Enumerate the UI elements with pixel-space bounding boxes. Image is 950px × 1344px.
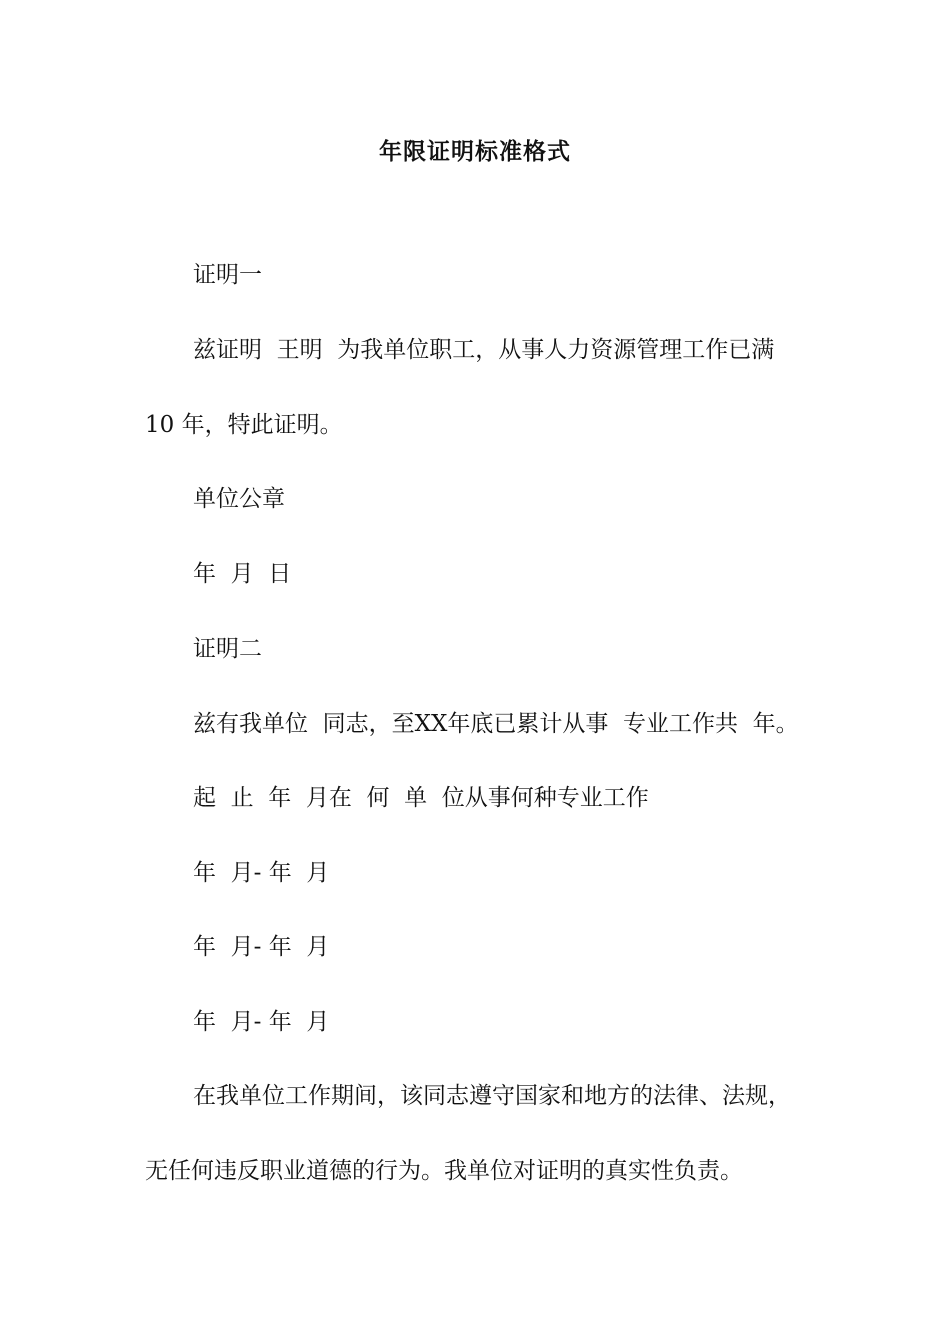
- section-heading-one: 证明一: [193, 262, 262, 288]
- paragraph-line: 在我单位工作期间，该同志遵守国家和地方的法律、法规，: [193, 1083, 791, 1109]
- seal-label: 单位公章: [193, 486, 285, 512]
- date-line: 年 月 日: [193, 561, 292, 587]
- paragraph-line: 兹证明 王明 为我单位职工，从事人力资源管理工作已满: [193, 337, 775, 363]
- section-heading-two: 证明二: [193, 636, 262, 662]
- table-header-line: 起 止 年 月在 何 单 位从事何种专业工作: [193, 785, 649, 811]
- paragraph-line: 10 年，特此证明。: [145, 412, 343, 438]
- period-row: 年 月- 年 月: [193, 860, 330, 886]
- paragraph-line: 兹有我单位 同志，至XX年底已累计从事 专业工作共 年。: [193, 711, 799, 737]
- period-row: 年 月- 年 月: [193, 1009, 330, 1035]
- period-row: 年 月- 年 月: [193, 934, 330, 960]
- paragraph-line: 无任何违反职业道德的行为。我单位对证明的真实性负责。: [145, 1158, 743, 1184]
- document-title: 年限证明标准格式: [379, 139, 571, 165]
